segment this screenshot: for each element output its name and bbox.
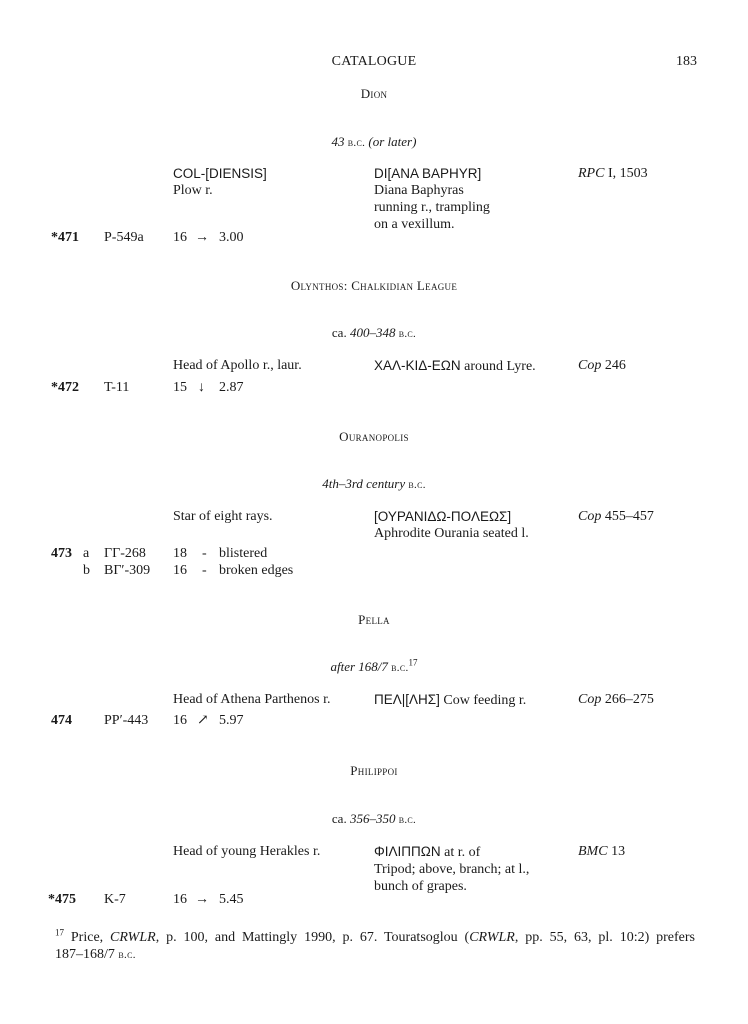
coin-size: 16 xyxy=(173,892,187,907)
footnote-text: $^{17}$ Price, CRWLR, p. 100, and Mattingly 1990, p. 67. Touratsoglou (CRWLR, pp. 55, 63, pl. 10:2) prefers xyxy=(55,927,695,945)
region-heading-philippoi: Philippoi xyxy=(350,763,398,778)
date-heading-ouranopolis: 4th–3rd century b.c. xyxy=(322,476,426,491)
reverse-description: Aphrodite Ourania seated l. xyxy=(374,526,529,541)
date-heading-pella: after 168/7 b.c.$^{17}$ xyxy=(330,657,418,674)
die-axis-arrow: → xyxy=(195,230,209,245)
catalogue-number: *475 xyxy=(48,892,76,907)
reference: BMC 13 xyxy=(578,844,626,859)
inventory-number: P-549a xyxy=(104,230,144,245)
inventory-number: K-7 xyxy=(104,892,126,907)
region-heading-ouranopolis: Ouranopolis xyxy=(339,429,409,444)
coin-size: 16 xyxy=(173,563,187,578)
variant-letter: a xyxy=(83,546,90,561)
reference: Cop 266–275 xyxy=(578,692,654,707)
reverse-description: ΦΙΛΙΠΠΩΝ at r. of Tripod; above, branch; at l., bunch of grapes. xyxy=(374,844,530,894)
reverse-description: Diana Baphyras running r., trampling on a vexillum. xyxy=(374,183,490,232)
coin-weight: 3.00 xyxy=(219,230,244,245)
obverse-description: Star of eight rays. xyxy=(173,509,273,524)
obverse-description: Head of Apollo r., laur. xyxy=(173,358,302,373)
die-axis-arrow: ↗ xyxy=(197,713,209,728)
coin-size: 18 xyxy=(173,546,187,561)
coin-weight: 5.97 xyxy=(219,713,244,728)
date-heading-dion: 43 b.c. (or later) xyxy=(331,134,417,149)
obverse-description: Head of Athena Parthenos r. xyxy=(173,692,331,707)
variant-letter: b xyxy=(83,563,90,578)
catalogue-number: *472 xyxy=(51,380,79,395)
die-axis-dash: - xyxy=(202,563,207,578)
page-number: 183 xyxy=(676,54,697,69)
die-axis-arrow: → xyxy=(195,892,209,907)
reference: Cop 246 xyxy=(578,358,626,373)
footnote-text-line2: 187–168/7 b.c. xyxy=(55,947,136,962)
coin-size: 15 xyxy=(173,380,187,395)
coin-condition: blistered xyxy=(219,546,268,561)
footnote-marker: 17 xyxy=(408,657,418,668)
coin-size: 16 xyxy=(173,713,187,728)
inventory-number: ΓΓ-268 xyxy=(104,546,146,561)
inventory-number: T-11 xyxy=(104,380,130,395)
die-axis-arrow: ↓ xyxy=(198,380,205,395)
reference: Cop 455–457 xyxy=(578,509,654,524)
catalogue-number: 473 xyxy=(51,546,72,561)
obverse-legend: COL-[DIENSIS] xyxy=(173,166,267,181)
reverse-legend: DI[ANA BAPHYR] xyxy=(374,166,482,181)
date-heading-olynthos: ca. 400–348 b.c. xyxy=(331,325,417,340)
inventory-number: PP′-443 xyxy=(104,713,149,728)
region-heading-dion: Dion xyxy=(360,86,388,101)
region-heading-pella: Pella xyxy=(358,612,390,627)
catalogue-number: 474 xyxy=(51,713,72,728)
catalogue-number: *471 xyxy=(51,230,79,245)
reverse-description: ΠΕΛ|[ΛΗΣ] Cow feeding r. xyxy=(374,692,527,708)
inventory-number: ΒΓ′-309 xyxy=(104,563,151,578)
coin-weight: 2.87 xyxy=(219,380,244,395)
obverse-description: Head of young Herakles r. xyxy=(173,844,321,859)
reference: RPC I, 1503 xyxy=(578,166,648,181)
region-heading-olynthos: Olynthos: Chalkidian League xyxy=(290,278,458,293)
reverse-description: ΧΑΛ-ΚΙΔ-ΕΩΝ around Lyre. xyxy=(374,358,536,374)
obverse-description: Plow r. xyxy=(173,183,213,198)
reverse-legend: [ΟΥΡΑΝΙΔΩ-ΠΟΛΕΩΣ] xyxy=(374,509,512,524)
coin-size: 16 xyxy=(173,230,187,245)
die-axis-dash: - xyxy=(202,546,207,561)
coin-condition: broken edges xyxy=(219,563,294,578)
coin-weight: 5.45 xyxy=(219,892,244,907)
page-title: CATALOGUE xyxy=(331,54,417,69)
date-heading-philippoi: ca. 356–350 b.c. xyxy=(331,811,417,826)
